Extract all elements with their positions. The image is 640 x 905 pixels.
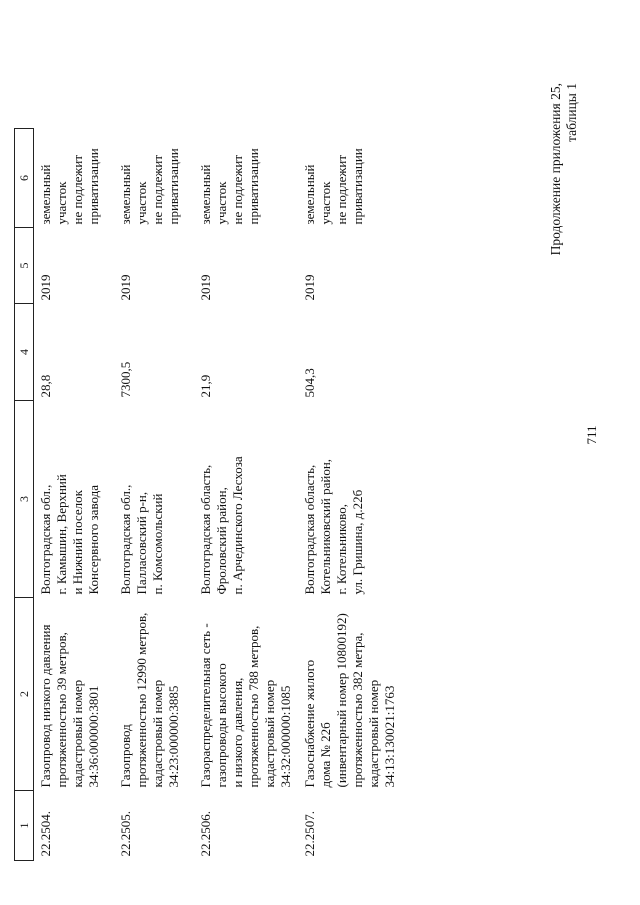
object-name-line: (инвентарный номер 10800192) [333,613,349,788]
header-col-6: 6 [15,129,34,228]
object-name-line: и низкого давления, [229,677,245,788]
address-line: Фроловский район, [213,487,229,595]
note-line: земельный участок [38,164,69,225]
address-cell [114,401,194,598]
object-name-cell [298,598,402,791]
object-name-line: кадастровый номер [261,679,277,788]
address-line: Волгоградская обл., [117,484,133,595]
object-name-line: кадастровый номер [365,679,381,788]
object-name-line: 34:36:000000:3801 [86,685,101,788]
continuation-line-2: таблицы 1 [564,83,579,142]
note-line: земельный участок [301,164,333,225]
note-line: приватизации [245,148,261,225]
address-line: г. Камышин, Верхний [54,474,69,595]
continuation-line-1: Продолжение приложения 25, [548,83,563,256]
address-cell [298,401,402,598]
object-name-line: 34:13:130021:1763 [381,685,397,788]
row-number-cell [114,791,194,861]
row-number-cell [34,791,114,861]
row-number: 22.2504. [38,811,53,857]
area-value: 28,8 [38,374,53,398]
table-row [194,129,298,861]
note-line: не подлежит [70,154,85,225]
area-cell [34,304,114,401]
object-name-cell [114,598,194,791]
row-number: 22.2505. [117,811,133,857]
year-cell [298,228,402,304]
object-name-line: протяженностью 382 метра, [349,632,365,788]
area-value: 21,9 [197,374,213,398]
table-row [298,129,402,861]
header-row [15,129,34,861]
address-line: Палласовский р-н, [133,491,149,595]
address-line: и Нижний поселок [70,490,85,595]
table-row [34,129,114,861]
year-cell [34,228,114,304]
note-line: не подлежит [229,154,245,225]
header-col-3: 3 [15,401,34,598]
address-cell [194,401,298,598]
note-line: земельный участок [197,164,229,225]
note-line: приватизации [86,148,101,225]
year-value: 2019 [38,274,53,301]
object-name-line: 34:32:000000:1085 [277,685,293,788]
object-name-line: Газопровод низкого давления [38,624,53,788]
object-name-cell [34,598,114,791]
address-line: Волгоградская область, [197,464,213,595]
address-line: Котельниковский район, [317,458,333,595]
address-line: Волгоградская область, [301,464,317,595]
note-line: приватизации [165,148,181,225]
page-number: 711 [584,425,599,445]
year-cell [194,228,298,304]
object-name-line: протяженностью 39 метров, [54,632,69,788]
object-name-line: дома № 22б [317,722,333,788]
address-cell [34,401,114,598]
object-name-line: 34:23:000000:3885 [165,685,181,788]
area-value: 504,3 [301,368,317,398]
note-line: не подлежит [149,154,165,225]
address-line: г. Котельниково, [333,504,349,595]
year-cell [114,228,194,304]
address-line: п. Арчединского Лесхоза [229,456,245,595]
property-table [14,128,402,861]
address-line: Волгоградская обл., [38,484,53,595]
object-name-cell [194,598,298,791]
object-name-line: протяженностью 12990 метров, [133,612,149,788]
row-number-cell [298,791,402,861]
area-cell [114,304,194,401]
object-name-line: Газораспределительная сеть - [197,623,213,788]
note-cell [298,129,402,228]
year-value: 2019 [301,274,317,301]
object-name-line: кадастровый номер [70,679,85,788]
note-line: не подлежит [333,154,349,225]
note-cell [34,129,114,228]
row-number-cell [194,791,298,861]
year-value: 2019 [117,274,133,301]
area-cell [298,304,402,401]
address-line: п. Комсомольский [149,493,165,595]
note-cell [194,129,298,228]
object-name-line: Газоснабжение жилого [301,659,317,788]
object-name-line: газопроводы высокого [213,663,229,788]
header-col-2: 2 [15,598,34,791]
year-value: 2019 [197,274,213,301]
object-name-line: кадастровый номер [149,679,165,788]
note-line: земельный участок [117,164,149,225]
header-col-5: 5 [15,228,34,304]
table-body [34,129,402,861]
address-line: ул. Гришина, д.22б [349,489,365,595]
continuation-note [548,83,580,255]
address-line: Консервного завода [86,485,101,595]
object-name-line: Газопровод [117,724,133,788]
table-row [114,129,194,861]
row-number: 22.2507. [301,811,317,857]
area-value: 7300,5 [117,361,133,398]
row-number: 22.2506. [197,811,213,857]
object-name-line: протяженностью 788 метров, [245,625,261,788]
note-cell [114,129,194,228]
note-line: приватизации [349,148,365,225]
area-cell [194,304,298,401]
header-col-1: 1 [15,791,34,861]
header-col-4: 4 [15,304,34,401]
